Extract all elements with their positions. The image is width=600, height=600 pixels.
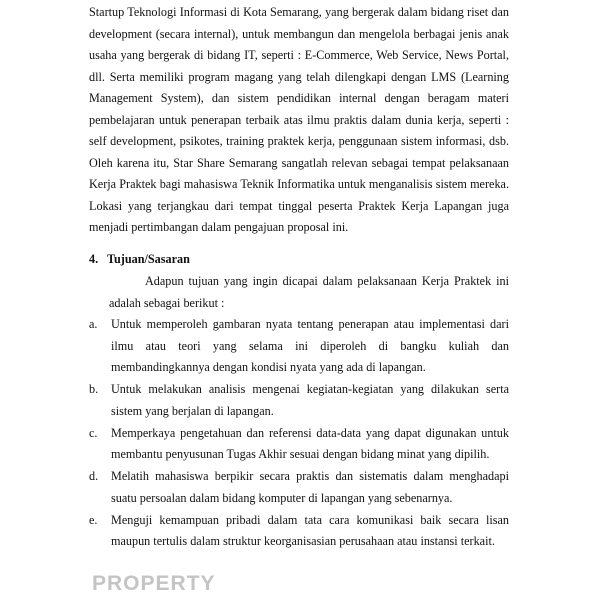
list-item-text: Melatih mahasiswa berpikir secara praktis dan sistematis dalam menghadapi suatu persoalan dalam bidang komputer di lapangan yang sebenarnya. <box>111 469 509 505</box>
body-paragraph: Startup Teknologi Informasi di Kota Semarang, yang bergerak dalam bidang riset dan development (secara internal), untuk membangun dan mengelola berbagai jenis anak usaha yang bergerak di bidang IT, seperti : E-Commerce, Web Service, News Portal, dll. Serta memiliki program magang yang telah dilengkapi dengan LMS (Learning Management System), dan sistem pendidikan internal dengan beragam materi pembelajaran untuk penerapan terbaik atas ilmu praktis dalam dunia kerja, seperti : self development, psikotes, training praktek kerja, penggunaan sistem informasi, dsb. Oleh karena itu, Star Share Semarang sangatlah relevan sebagai tempat pelaksanaan Kerja Praktek bagi mahasiswa Teknik Informatika untuk menganalisis sistem mereka. Lokasi yang terjangkau dari tempat tinggal peserta Praktek Kerja Lapangan juga menjadi pertimbangan dalam pengajuan proposal ini. <box>89 5 509 234</box>
list-item-d <box>89 466 509 509</box>
section-heading <box>89 249 190 271</box>
list-item-text: Untuk memperoleh gambaran nyata tentang penerapan atau implementasi dari ilmu atau teori yang selama ini diperoleh di bangku kuliah dan membandingkannya dengan kondisi nyata yang ada di lapangan. <box>111 317 509 374</box>
list-marker: c. <box>89 425 98 440</box>
list-marker: e. <box>89 512 98 527</box>
objectives-list <box>89 314 509 553</box>
section-number: 4. <box>89 252 99 266</box>
list-item-b <box>89 379 509 422</box>
property-watermark: PROPERTY <box>92 572 216 595</box>
list-item-text: Menguji kemampuan pribadi dalam tata cara komunikasi baik secara lisan maupun tertulis dalam struktur keorganisasian perusahaan atau instansi terkait. <box>111 512 509 548</box>
section-intro: Adapun tujuan yang ingin dicapai dalam pelaksanaan Kerja Praktek ini adalah sebagai berikut : <box>109 274 509 310</box>
list-marker: b. <box>89 382 99 396</box>
list-marker: a. <box>89 317 98 331</box>
list-item-text: Untuk melakukan analisis mengenai kegiatan-kegiatan yang dilakukan serta sistem yang berjalan di lapangan. <box>111 382 509 418</box>
list-item-text: Memperkaya pengetahuan dan referensi data-data yang dapat digunakan untuk membantu penyusunan Tugas Akhir sesuai dengan bidang minat yang dipilih. <box>111 425 509 461</box>
list-item-a <box>89 314 509 379</box>
list-item-e <box>89 510 509 553</box>
section-title: Tujuan/Sasaran <box>107 252 190 266</box>
list-marker: d. <box>89 469 99 483</box>
list-item-c <box>89 423 509 466</box>
